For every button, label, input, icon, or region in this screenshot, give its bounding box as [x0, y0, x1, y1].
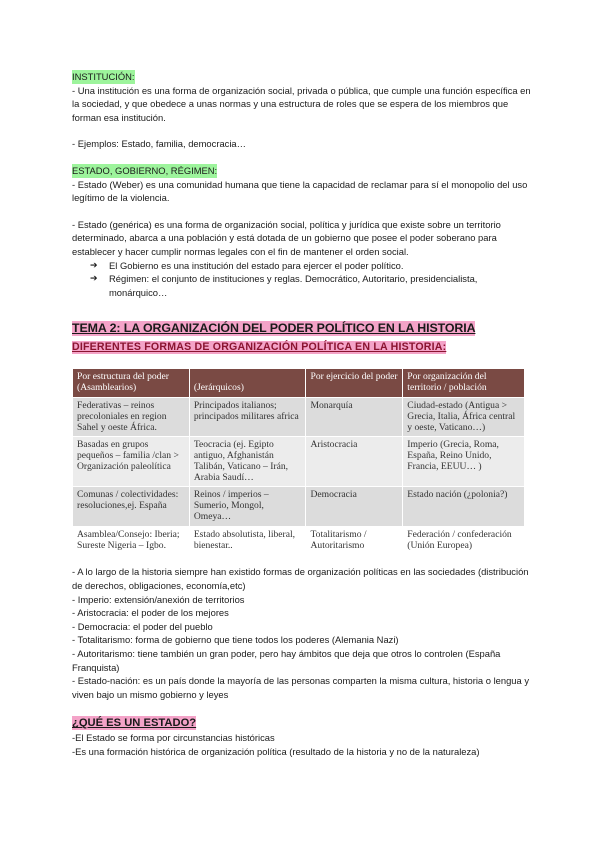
table-cell: Basadas en grupos pequeños – familia /clan > Organización paleolítica — [73, 437, 190, 487]
table-cell: Reinos / imperios – Sumerio, Mongol, Omeya… — [189, 487, 306, 526]
historia-line: - Totalitarismo: forma de gobierno que tiene todos los poderes (Alemania Nazi) — [72, 634, 399, 646]
historia-line: - A lo largo de la historia siempre han existido formas de organización políticas en las sociedades (distribución de derechos, obligaciones, economía,etc) — [72, 566, 529, 592]
section-que-es-estado — [72, 713, 532, 758]
table-cell: Asamblea/Consejo: Iberia; Sureste Nigeria – Igbo. — [73, 526, 190, 555]
historia-line: - Aristocracia: el poder de los mejores — [72, 607, 229, 619]
table-header-cell: Por estructura del poder (Asamblearios) — [73, 369, 190, 398]
historia-line: - Estado-nación: es un país donde la mayoría de las personas comparten la misma cultura, historia o lengua y viven bajo un mismo gobierno y leyes — [72, 675, 530, 700]
institucion-definition: - Una institución es una forma de organización social, privada o pública, que cumple una función específica en la sociedad, y que obedece a unas normas y una estructura de roles que se espera de los miembros que forman esa institución. — [72, 84, 531, 123]
bullet-text: El Gobierno es una institución del estado para ejercer el poder político. — [109, 259, 404, 271]
bullet-gobierno — [72, 259, 532, 273]
table-cell: Monarquía — [306, 397, 403, 436]
table-row — [73, 526, 525, 555]
table-cell: Aristocracia — [306, 437, 403, 487]
section-institucion — [72, 70, 532, 151]
section-tema — [72, 319, 532, 355]
section-historia — [72, 565, 532, 701]
arrow-icon: ➔ — [90, 259, 98, 270]
bullet-text: Régimen: el conjunto de instituciones y reglas. Democrático, Autoritario, presidencialista, monárquico… — [109, 273, 478, 298]
historia-line: - Autoritarismo: tiene también un gran poder, pero hay ámbitos que deja que otros lo controlen (España Franquista) — [72, 648, 501, 673]
estado-generica: - Estado (genérica) es una forma de organización social, política y jurídica que existe sobre un territorio determinado, abarca a una población y está dotada de un gobierno que posee el poder soberano para establecer y hacer cumplir normas legales con el fin de mantener el orden social. — [72, 218, 501, 257]
table-cell: Teocracia (ej. Egipto antiguo, Afghanistán Talibán, Vaticano – Irán, Arabia Saudí… — [189, 437, 306, 487]
table-header-cell: Por ejercicio del poder — [306, 369, 403, 398]
table-cell: Estado nación (¿polonia?) — [403, 487, 525, 526]
estado-weber: - Estado (Weber) es una comunidad humana que tiene la capacidad de reclamar para sí el monopolio del uso legítimo de la violencia. — [72, 178, 528, 204]
table-header-cell: (Jerárquicos) — [189, 369, 306, 398]
table-row — [73, 397, 525, 436]
table-cell: Democracia — [306, 487, 403, 526]
historia-line: - Imperio: extensión/anexión de territorios — [72, 593, 245, 605]
table-cell: Ciudad-estado (Antigua > Grecia, Italia, África central y oeste, Vaticano…) — [403, 397, 525, 436]
table-row — [73, 487, 525, 526]
table-cell: Estado absolutista, liberal, bienestar.. — [189, 526, 306, 555]
table-cell: Imperio (Grecia, Roma, España, Reino Unido, Francia, EEUU… ) — [403, 437, 525, 487]
table-cell: Federación / confederación (Unión Europea) — [403, 526, 525, 555]
table-cell: Comunas / colectividades: resoluciones,ej. España — [73, 487, 190, 526]
heading-institucion: INSTITUCIÓN: — [72, 71, 135, 82]
institucion-ejemplos: - Ejemplos: Estado, familia, democracia… — [72, 138, 247, 150]
table-cell: Totalitarismo / Autoritarismo — [306, 526, 403, 555]
historia-line: - Democracia: el poder del pueblo — [72, 620, 213, 632]
tema-subtitle: DIFERENTES FORMAS DE ORGANIZACIÓN POLÍTICA EN LA HISTORIA: — [72, 341, 447, 354]
table-header-cell: Por organización del territorio / población — [403, 369, 525, 398]
que-es-line: -El Estado se forma por circunstancias históricas — [72, 732, 275, 744]
organization-table — [72, 368, 525, 555]
que-es-line: -Es una formación histórica de organización política (resultado de la historia y no de la naturaleza) — [72, 746, 480, 757]
heading-estado-gobierno: ESTADO, GOBIERNO, RÉGIMEN: — [72, 164, 218, 176]
bullet-regimen — [72, 272, 532, 299]
table-header-row — [73, 369, 525, 398]
document-page — [72, 70, 532, 759]
section-estado-gobierno — [72, 164, 532, 299]
tema-title: TEMA 2: LA ORGANIZACIÓN DEL PODER POLÍTICO EN LA HISTORIA — [72, 321, 476, 336]
heading-que-es-estado: ¿QUÉ ES UN ESTADO? — [72, 717, 197, 730]
arrow-icon: ➔ — [90, 273, 98, 284]
table-row — [73, 437, 525, 487]
table-cell: Principados italianos; principados militares africa — [189, 397, 306, 436]
estado-bullet-list — [72, 259, 532, 300]
table-cell: Federativas – reinos precoloniales en region Sahel y oeste África. — [73, 397, 190, 436]
